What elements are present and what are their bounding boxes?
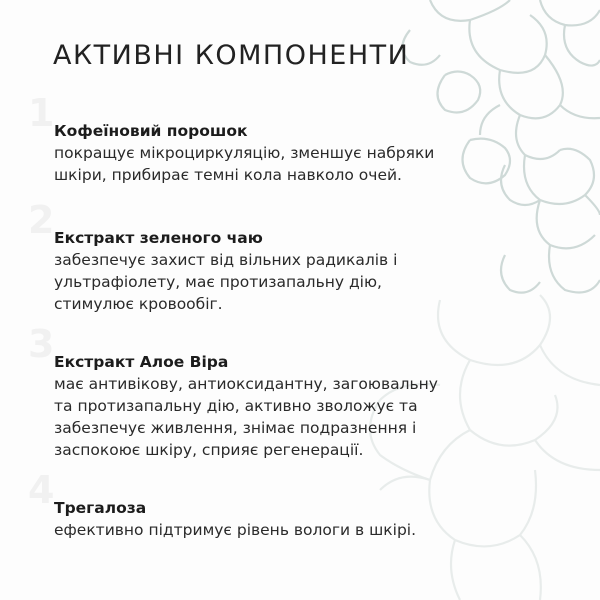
component-name: Трегалоза bbox=[54, 499, 147, 517]
component-name: Екстракт зеленого чаю bbox=[54, 229, 263, 247]
component-number: 2 bbox=[28, 198, 55, 242]
component-description: ефективно підтримує рівень вологи в шкірі. bbox=[54, 521, 417, 539]
component-number: 1 bbox=[28, 91, 55, 135]
page-title: АКТИВНІ КОМПОНЕНТИ bbox=[53, 40, 410, 71]
component-description: має антивікову, антиоксидантну, загоювальну та протизапальну дію, активно зволожує та забезпечує живлення, знімає подразнення і заспокоює шкіру, сприяє регенерації. bbox=[54, 375, 438, 459]
component-name: Екстракт Алое Віра bbox=[54, 353, 229, 371]
component-description: забезпечує захист від вільних радикалів і ультрафіолету, має протизапальну дію, стимулює кровообіг. bbox=[54, 251, 398, 313]
component-number: 4 bbox=[28, 468, 55, 512]
component-description: покращує мікроциркуляцію, зменшує набряки шкіри, прибирає темні кола навколо очей. bbox=[54, 144, 435, 184]
component-name: Кофеїновий порошок bbox=[54, 122, 248, 140]
component-number: 3 bbox=[28, 322, 55, 366]
